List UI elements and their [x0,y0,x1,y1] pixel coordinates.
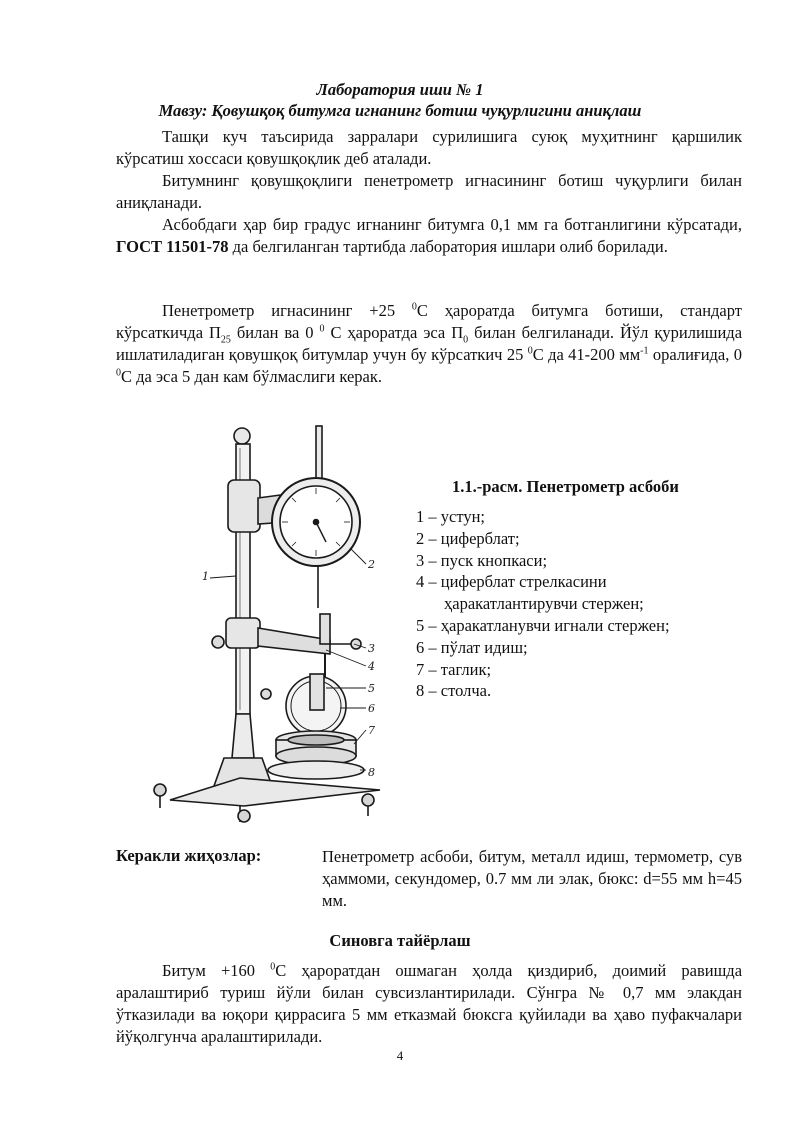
equipment-list: Пенетрометр асбоби, битум, металл идиш, термометр, сув ҳаммоми, секундомер, 0.7 мм ли элак, бюкс: d=55 мм h=45 мм. [322,847,742,910]
callout-8: 8 [368,766,375,779]
legend-item: ҳаракатлантирувчи стержен; [444,594,644,614]
callout-6: 6 [368,702,375,715]
legend-item: 6 – пўлат идиш; [416,637,528,657]
callout-5: 5 [368,682,375,695]
paragraph-viscosity-definition: Ташқи куч таъсирида зарралари сурилишига суюқ муҳитнинг қаршилик кўрсатиш хоссаси қовушқоқлик деб аталади. [116,127,742,168]
paragraph-standard: Асбобдаги ҳар бир градус игнанинг битумга 0,1 мм га ботганлигини кўрсатади, ГОСТ 11501-78 да белгиланган тартибда лаборатория ишлари олиб борилади. [116,215,742,256]
callout-7: 7 [368,724,375,737]
figure-legend [416,506,736,702]
legend-item: 2 – циферблат; [416,528,520,548]
callout-2: 2 [368,558,375,571]
gost-reference: ГОСТ 11501-78 [116,237,229,256]
section-title-preparation: Синовга тайёрлаш [329,931,471,950]
penetrometer-figure [140,418,400,830]
lab-title: Лаборатория иши № 1 [316,80,484,99]
lab-topic: Мавзу: Қовушқоқ битумга игнанинг ботиш чуқурлигини аниқлаш [158,101,642,120]
figure-caption: 1.1.-расм. Пенетрометр асбоби [452,477,679,496]
callout-3: 3 [368,642,375,655]
paragraph-viscosity-measure: Битумнинг қовушқоқлиги пенетрометр игнасининг ботиш чуқурлиги билан аниқланади. [116,171,742,212]
paragraph-penetration: Пенетрометр игнасининг +25 $^0$С ҳароратда битумга ботиши, стандарт кўрсаткичда $П_{25}$ билан ва 0 $^0$ С ҳароратда эса $П_0$ билан белгиланади. Йўл қурилишида ишлатиладиган қовушқоқ битумлар учун бу кўрсаткич 25 $^0$С да 41-200 $мм^{-1}$ оралиғида, 0 $^0$С да эса 5 дан кам бўлмаслиги керак. [116,301,743,386]
legend-item: 8 – столча. [416,681,492,701]
legend-item: 7 – таглик; [416,659,492,679]
callout-4: 4 [368,660,375,673]
equipment-label: Керакли жиҳозлар: [116,846,262,865]
callout-1: 1 [202,570,209,583]
legend-item: 3 – пуск кнопкаси; [416,550,548,570]
page-number: 4 [396,1048,404,1063]
legend-item: 1 – устун; [416,507,485,526]
legend-item: 4 – циферблат стрелкасини [416,572,607,592]
legend-item: 5 – ҳаракатланувчи игнали стержен; [416,615,670,635]
paragraph-preparation: Битум +160 $^0$С ҳароратдан ошмаган ҳолда қиздириб, доимий равишда аралаштириб туриш йўли билан сувсизлантирилади. Сўнгра № 0,7 мм элакдан ўтказилади ва юқори қиррасига 5 мм етказмай бюксга қуйилади ва ҳаво пуфакчалари йўқолгунча аралаштирилади. [116,961,743,1046]
